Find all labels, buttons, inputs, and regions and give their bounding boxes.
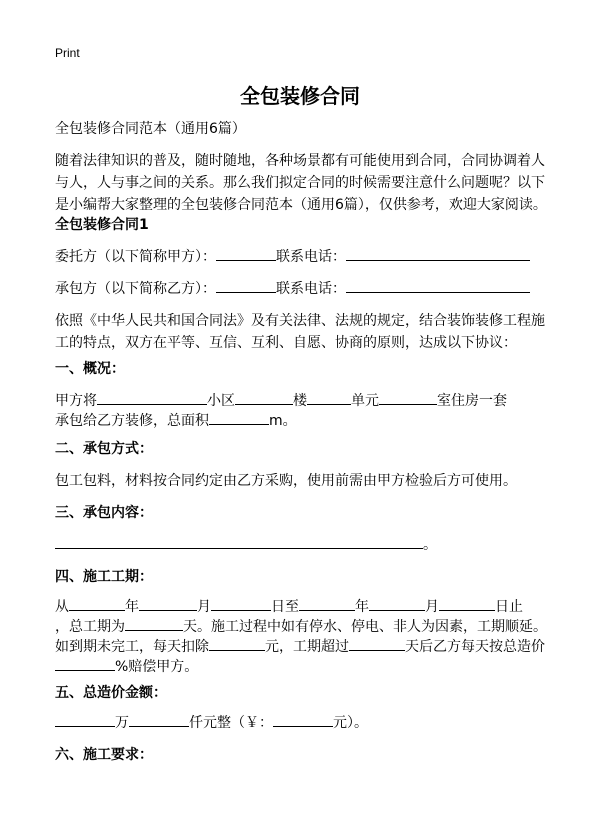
print-link[interactable]: Print (55, 46, 80, 60)
s4-text: ，总工期为 (55, 619, 125, 635)
s4-blank-year1 (69, 596, 125, 611)
party-a-label: 委托方（以下简称甲方）： (55, 249, 216, 265)
section-1-heading: 一、概况： (55, 361, 125, 377)
party-a-phone-label: 联系电话： (276, 249, 346, 265)
s4-blank-year2 (299, 596, 355, 611)
s4-text: 月 (425, 599, 439, 615)
section-4-line-4 (55, 656, 550, 678)
s1-blank-estate (97, 390, 207, 405)
section-4-line-2 (55, 616, 550, 638)
party-a-phone-blank (346, 246, 530, 261)
party-a-line (55, 246, 550, 268)
s5-text: 万 (115, 715, 129, 731)
s4-blank-deduct (209, 636, 265, 651)
s4-text: 从 (55, 599, 69, 615)
section-4-heading: 四、施工工期： (55, 569, 153, 585)
s1-blank-unit (307, 390, 351, 405)
document-title: 全包装修合同 (240, 84, 360, 108)
s1-text: 小区 (207, 393, 235, 409)
section-5-line (55, 712, 550, 734)
section-2-text: 包工包料，材料按合同约定由乙方采购，使用前需由甲方检验后方可使用。 (55, 473, 517, 489)
s4-text: 年 (125, 599, 139, 615)
party-b-blank (216, 278, 276, 293)
section-2-heading: 二、承包方式： (55, 441, 153, 457)
s4-blank-day1 (211, 596, 271, 611)
s4-text: 如到期未完工，每天扣除 (55, 639, 209, 655)
s4-text: 天。施工过程中如有停水、停电、非人为因素，工期顺延。 (183, 619, 547, 635)
s1-text: 室住房一套 (437, 393, 507, 409)
s1-text: 承包给乙方装修，总面积 (55, 413, 209, 429)
s1-blank-building (235, 390, 293, 405)
party-a-blank (216, 246, 276, 261)
section-1-line-1 (55, 390, 550, 412)
s4-text: 月 (197, 599, 211, 615)
s1-blank-area (209, 410, 269, 425)
s5-text: 仟元整（￥： (189, 715, 273, 731)
section-5-heading: 五、总造价金额： (55, 685, 167, 701)
s4-text: 日至 (271, 599, 299, 615)
party-b-line (55, 278, 550, 300)
s5-blank-amount (273, 712, 333, 727)
s4-text: 年 (355, 599, 369, 615)
section-3-line (55, 534, 550, 556)
s4-blank-month1 (139, 596, 197, 611)
party-b-label: 承包方（以下简称乙方）： (55, 281, 216, 297)
s1-text: 甲方将 (55, 393, 97, 409)
intro-paragraph: 随着法律知识的普及，随时随地，各种场景都有可能使用到合同，合同协调着人与人，人与事之间的关系。那么我们拟定合同的时候需要注意什么问题呢？以下是小编帮大家整理的全包装修合同范本（通用6篇），仅供参考，欢迎大家阅读。 (55, 153, 547, 213)
s5-text: 元）。 (333, 715, 368, 731)
s5-blank-qian (129, 712, 189, 727)
section-4-line-3 (55, 636, 550, 658)
s3-blank-content (55, 534, 423, 549)
party-b-phone-blank (346, 278, 530, 293)
s4-text: 天后乙方每天按总造价 (405, 639, 545, 655)
s1-text: 楼 (293, 393, 307, 409)
s5-blank-wan (55, 712, 115, 727)
s4-text: 元，工期超过 (265, 639, 349, 655)
s4-blank-total-days (125, 616, 183, 631)
section-4-line-1 (55, 596, 550, 618)
section-6-heading: 六、施工要求： (55, 747, 153, 763)
contract-heading: 全包装修合同1 (55, 217, 149, 233)
s1-blank-room (379, 390, 437, 405)
s4-text: 日止 (495, 599, 523, 615)
s4-blank-percent (55, 656, 115, 671)
party-b-phone-label: 联系电话： (276, 281, 346, 297)
s1-text: 单元 (351, 393, 379, 409)
section-1-line-2 (55, 410, 550, 432)
s4-blank-month2 (369, 596, 425, 611)
s3-end: 。 (423, 537, 437, 553)
s4-text: %赔偿甲方。 (115, 659, 199, 675)
subtitle: 全包装修合同范本（通用6篇） (55, 121, 246, 137)
s4-blank-day2 (439, 596, 495, 611)
section-3-heading: 三、承包内容： (55, 505, 153, 521)
s4-blank-overdue (349, 636, 405, 651)
basis-paragraph: 依照《中华人民共和国合同法》及有关法律、法规的规定，结合装饰装修工程施工的特点，双方在平等、互信、互利、自愿、协商的原则，达成以下协议： (55, 313, 545, 351)
s1-text: m。 (269, 413, 297, 429)
